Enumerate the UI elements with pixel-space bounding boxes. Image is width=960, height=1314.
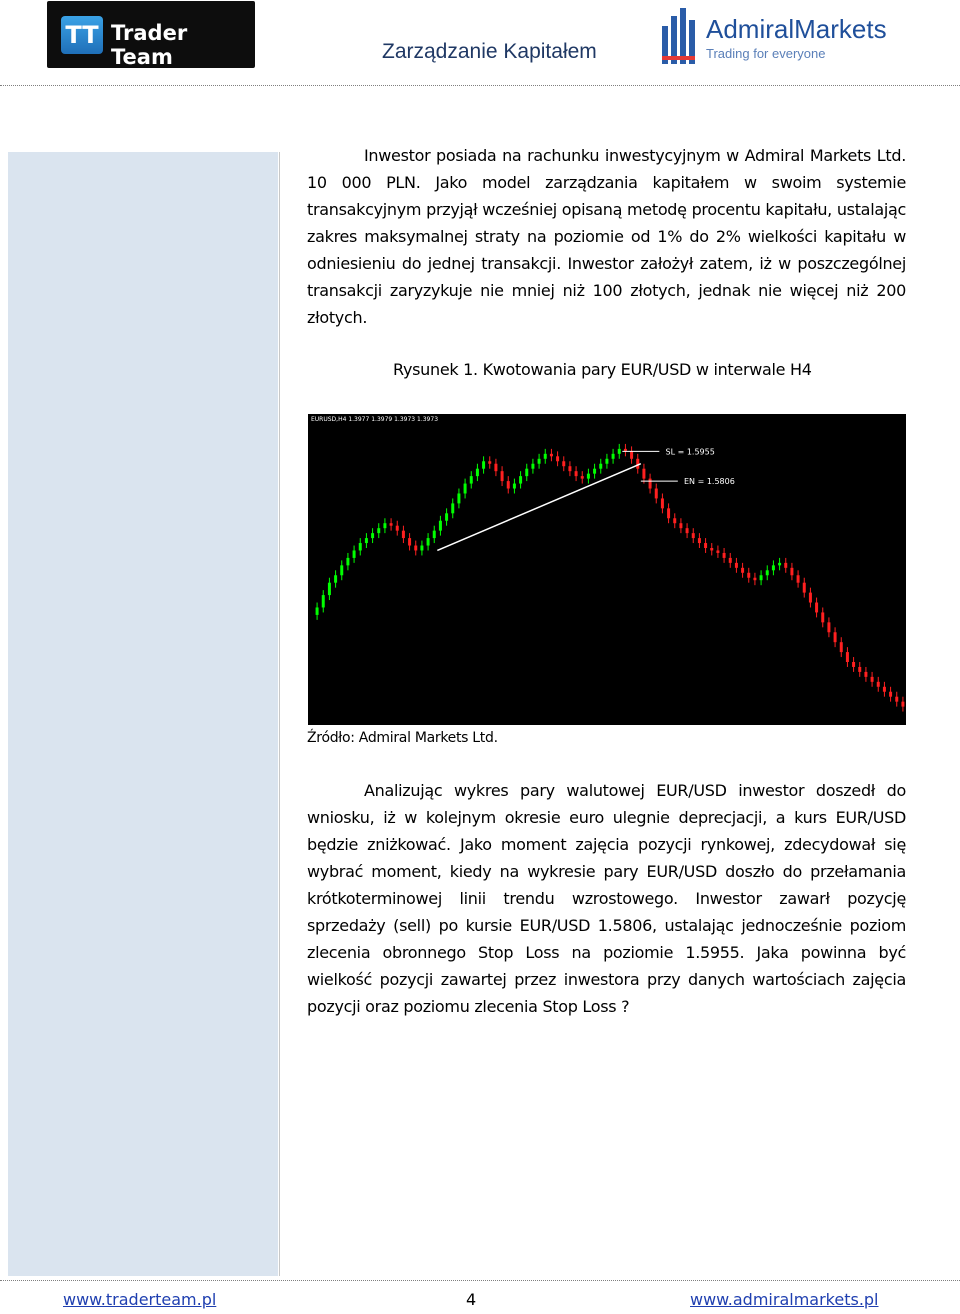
candle-body [901, 702, 904, 707]
candle-body [390, 523, 393, 525]
candle-body [790, 568, 793, 575]
candle-body [396, 526, 399, 531]
candle-body [877, 682, 880, 687]
candle-body [445, 513, 448, 520]
candle-body [710, 548, 713, 550]
candle-body [729, 558, 732, 563]
candle-body [525, 469, 528, 476]
candle-body [827, 622, 830, 632]
candle-body [716, 550, 719, 552]
admiral-markets-logo [660, 8, 900, 68]
candle-body [679, 523, 682, 528]
candle-body [889, 692, 892, 697]
candle-body [494, 464, 497, 471]
candle-body [451, 503, 454, 513]
candle-body [488, 461, 491, 463]
candle-body [605, 459, 608, 464]
admiralmarkets-link[interactable]: www.admiralmarkets.pl [690, 1290, 879, 1309]
candle-body [544, 454, 547, 459]
candle-body [883, 687, 886, 692]
footer-right [690, 1290, 879, 1309]
candle-body [649, 479, 652, 489]
candle-body [723, 553, 726, 558]
candle-body [562, 461, 565, 466]
candle-body [630, 451, 633, 458]
candle-body [531, 464, 534, 469]
candle-body [593, 469, 596, 474]
candle-body [482, 461, 485, 468]
candle-body [895, 697, 898, 702]
candle-body [642, 469, 645, 479]
candle-body [457, 493, 460, 503]
candle-body [408, 538, 411, 545]
candle-body [581, 476, 584, 478]
candle-body [377, 528, 380, 533]
candle-body [766, 570, 769, 575]
admiral-markets-logo-bars-icon [660, 8, 702, 66]
candle-body [803, 583, 806, 593]
candle-body [686, 528, 689, 533]
figure-caption: Rysunek 1. Kwotowania pary EUR/USD w interwale H4 [393, 360, 812, 379]
candle-body [821, 612, 824, 622]
candle-body [420, 546, 423, 551]
footer-left [63, 1290, 216, 1309]
candle-body [871, 677, 874, 682]
candle-body [612, 454, 615, 459]
candle-body [519, 476, 522, 483]
header-divider [0, 85, 960, 86]
candle-body [858, 667, 861, 672]
candle-body [784, 563, 787, 568]
candle-body [328, 583, 331, 595]
candle-body [346, 558, 349, 565]
page-number: 4 [466, 1290, 477, 1309]
candle-body [464, 484, 467, 494]
candle-body [698, 538, 701, 543]
candle-body [815, 603, 818, 613]
candle-body [359, 543, 362, 550]
candles-group [316, 444, 905, 712]
candle-body [772, 565, 775, 570]
sl-label: SL = 1.5955 [665, 447, 715, 457]
candle-body [587, 474, 590, 479]
candle-body [846, 652, 849, 662]
eurusd-h4-chart [308, 414, 906, 725]
candle-body [365, 538, 368, 543]
candle-body [353, 550, 356, 557]
candle-body [667, 508, 670, 518]
candle-body [655, 489, 658, 499]
candle-body [476, 469, 479, 476]
candle-body [414, 546, 417, 551]
trader-team-logo [47, 1, 255, 68]
footer-divider [0, 1280, 960, 1281]
candle-body [371, 533, 374, 538]
candle-body [439, 521, 442, 531]
sidebar-divider [279, 152, 280, 1276]
paragraph-intro: Inwestor posiada na rachunku inwestycyjnym w Admiral Markets Ltd. 10 000 PLN. Jako model zarządzania kapitałem w swoim systemie transakcyjnym przyjął wcześniej opisaną metodę procentu kapitału, ustalając zakres maksymalnej straty na poziomie od 1% do 2% wielkości kapitału w odniesieniu do jednej transakcji. Inwestor założył zatem, iż w poszczególnej transakcji zaryzykuje nie mniej niż 100 złotych, jednak nie więcej niż 200 złotych. [307, 146, 906, 327]
en-label: EN = 1.5806 [684, 477, 735, 487]
candle-body [741, 568, 744, 573]
candle-body [735, 563, 738, 568]
candle-body [470, 476, 473, 483]
candle-body [692, 533, 695, 538]
candle-body [556, 456, 559, 461]
candle-body [322, 595, 325, 607]
chart-svg [308, 414, 906, 725]
candle-body [760, 575, 763, 580]
candle-body [340, 565, 343, 575]
candle-body [704, 543, 707, 548]
candle-body [538, 459, 541, 464]
traderteam-link[interactable]: www.traderteam.pl [63, 1290, 217, 1309]
candle-body [402, 531, 405, 538]
admiral-markets-brand: AdmiralMarkets [706, 14, 887, 44]
candle-body [636, 459, 639, 469]
candle-body [797, 575, 800, 582]
chart-header-text: EURUSD,H4 1.3977 1.3979 1.3973 1.3973 [311, 416, 439, 423]
candle-body [661, 498, 664, 508]
admiral-markets-tagline: Trading for everyone [706, 46, 826, 61]
candle-body [316, 607, 319, 614]
candle-body [513, 484, 516, 489]
candle-body [834, 632, 837, 642]
candle-body [852, 662, 855, 667]
candle-body [507, 481, 510, 488]
candle-body [427, 538, 430, 545]
left-sidebar-panel [8, 152, 278, 1276]
trader-team-logo-mark: TT [61, 16, 103, 54]
page-title: Zarządzanie Kapitałem [382, 40, 597, 63]
candle-body [753, 578, 756, 580]
candle-body [433, 531, 436, 538]
candle-body [618, 449, 621, 454]
candle-body [383, 523, 386, 528]
candle-body [550, 454, 553, 456]
candle-body [840, 642, 843, 652]
candle-body [778, 563, 781, 565]
candle-body [747, 573, 750, 578]
paragraph-analysis: Analizując wykres pary walutowej EUR/USD inwestor doszedł do wniosku, iż w kolejnym okresie euro ulegnie deprecjacji, a kurs EUR/USD będzie zniżkować. Jako moment zajęcia pozycji rynkowej, zdecydował się wybrać moment, kiedy na wykresie pary EUR/USD doszło do przełamania krótkoterminowej linii trendu wzrostowego. Inwestor zawarł pozycję sprzedaży (sell) po kursie EUR/USD 1.5806, ustalając jednocześnie poziom zlecenia obronnego Stop Loss na poziomie 1.5955. Jaka powinna być wielkość pozycji zawartej przez inwestora przy danych wartościach zajęcia pozycji oraz poziomu zlecenia Stop Loss ? [307, 781, 906, 1016]
candle-body [864, 672, 867, 677]
candle-body [673, 518, 676, 523]
candle-body [568, 466, 571, 471]
trendline [437, 464, 641, 551]
trader-team-logo-text: Trader Team [111, 21, 188, 69]
candle-body [575, 471, 578, 476]
candle-body [809, 593, 812, 603]
candle-body [334, 575, 337, 582]
candle-body [501, 471, 504, 481]
candle-body [599, 464, 602, 469]
figure-source: Źródło: Admiral Markets Ltd. [307, 730, 498, 746]
